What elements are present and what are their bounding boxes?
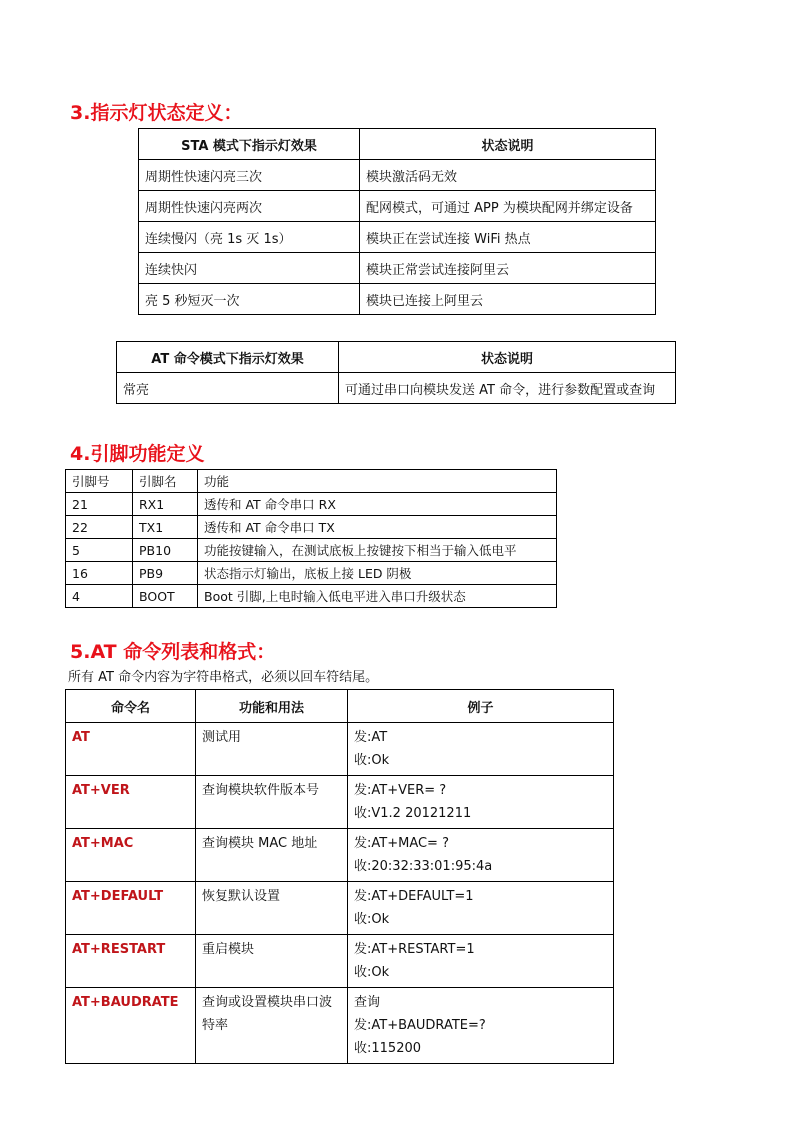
table-cell: 4 bbox=[66, 585, 133, 608]
table-header-cell: 状态说明 bbox=[339, 342, 676, 373]
table-cell: 功能按键输入，在测试底板上按键按下相当于输入低电平 bbox=[198, 539, 557, 562]
example-line: 收:Ok bbox=[354, 912, 390, 927]
command-usage: 重启模块 bbox=[196, 935, 348, 988]
example-line: 收:Ok bbox=[354, 753, 390, 768]
table-row bbox=[66, 882, 614, 935]
table-row bbox=[66, 539, 557, 562]
table-row bbox=[66, 723, 614, 776]
table-cell: 模块激活码无效 bbox=[360, 160, 656, 191]
table-cell: 16 bbox=[66, 562, 133, 585]
command-name: AT+DEFAULT bbox=[66, 882, 196, 935]
command-name: AT+VER bbox=[66, 776, 196, 829]
table-cell: 21 bbox=[66, 493, 133, 516]
command-usage: 查询或设置模块串口波特率 bbox=[196, 988, 348, 1064]
table-header-cell: 命令名 bbox=[66, 690, 196, 723]
at-mode-indicator-table bbox=[116, 341, 676, 404]
example-line: 发:AT+MAC= ? bbox=[354, 836, 449, 851]
section5-heading: 5.AT 命令列表和格式： bbox=[70, 641, 276, 663]
example-line: 发:AT+VER= ? bbox=[354, 783, 447, 798]
example-line: 发:AT+BAUDRATE=? bbox=[354, 1018, 486, 1033]
command-name: AT+RESTART bbox=[66, 935, 196, 988]
command-example bbox=[348, 829, 614, 882]
command-example bbox=[348, 776, 614, 829]
section3-heading: 3.指示灯状态定义： bbox=[70, 102, 243, 124]
table-cell: 模块正常尝试连接阿里云 bbox=[360, 253, 656, 284]
command-usage: 查询模块 MAC 地址 bbox=[196, 829, 348, 882]
table-row bbox=[66, 829, 614, 882]
table-header-row bbox=[66, 690, 614, 723]
table-row bbox=[66, 562, 557, 585]
table-cell: PB9 bbox=[133, 562, 198, 585]
command-name: AT+MAC bbox=[66, 829, 196, 882]
command-name: AT bbox=[66, 723, 196, 776]
table-row bbox=[117, 373, 676, 404]
table-row bbox=[66, 585, 557, 608]
table-cell: 状态指示灯输出，底板上接 LED 阴极 bbox=[198, 562, 557, 585]
table-cell: 22 bbox=[66, 516, 133, 539]
table-cell: 常亮 bbox=[117, 373, 339, 404]
table-row bbox=[66, 516, 557, 539]
example-line: 查询 bbox=[354, 995, 381, 1010]
table-row bbox=[66, 493, 557, 516]
table-row bbox=[66, 776, 614, 829]
table-cell: 模块正在尝试连接 WiFi 热点 bbox=[360, 222, 656, 253]
example-line: 收:20:32:33:01:95:4a bbox=[354, 859, 493, 874]
command-example bbox=[348, 935, 614, 988]
table-cell: 可通过串口向模块发送 AT 命令，进行参数配置或查询 bbox=[339, 373, 676, 404]
table-row bbox=[139, 253, 656, 284]
at-intro-text: 所有 AT 命令内容为字符串格式，必须以回车符结尾。 bbox=[68, 670, 379, 685]
table-row bbox=[139, 222, 656, 253]
table-row bbox=[66, 988, 614, 1064]
table-header-cell: STA 模式下指示灯效果 bbox=[139, 129, 360, 160]
table-cell: 连续快闪 bbox=[139, 253, 360, 284]
table-cell: PB10 bbox=[133, 539, 198, 562]
table-cell: 周期性快速闪亮三次 bbox=[139, 160, 360, 191]
table-header-row bbox=[117, 342, 676, 373]
table-cell: 连续慢闪（亮 1s 灭 1s） bbox=[139, 222, 360, 253]
command-name: AT+BAUDRATE bbox=[66, 988, 196, 1064]
command-example bbox=[348, 882, 614, 935]
at-command-table bbox=[65, 689, 614, 1064]
table-cell: 配网模式，可通过 APP 为模块配网并绑定设备 bbox=[360, 191, 656, 222]
table-header-row bbox=[66, 470, 557, 493]
table-header-cell: 引脚号 bbox=[66, 470, 133, 493]
section4-heading: 4.引脚功能定义 bbox=[70, 443, 205, 465]
table-header-cell: 引脚名 bbox=[133, 470, 198, 493]
table-header-cell: 状态说明 bbox=[360, 129, 656, 160]
table-cell: 透传和 AT 命令串口 RX bbox=[198, 493, 557, 516]
command-usage: 查询模块软件版本号 bbox=[196, 776, 348, 829]
table-row bbox=[139, 191, 656, 222]
sta-indicator-table bbox=[138, 128, 656, 315]
command-example bbox=[348, 988, 614, 1064]
table-header-row bbox=[139, 129, 656, 160]
table-header-cell: AT 命令模式下指示灯效果 bbox=[117, 342, 339, 373]
example-line: 发:AT bbox=[354, 730, 388, 745]
table-cell: Boot 引脚,上电时输入低电平进入串口升级状态 bbox=[198, 585, 557, 608]
example-line: 收:V1.2 20121211 bbox=[354, 806, 472, 821]
table-header-cell: 功能和用法 bbox=[196, 690, 348, 723]
command-usage: 测试用 bbox=[196, 723, 348, 776]
table-cell: 亮 5 秒短灭一次 bbox=[139, 284, 360, 315]
table-cell: 模块已连接上阿里云 bbox=[360, 284, 656, 315]
table-row bbox=[66, 935, 614, 988]
table-cell: TX1 bbox=[133, 516, 198, 539]
example-line: 发:AT+DEFAULT=1 bbox=[354, 889, 474, 904]
example-line: 发:AT+RESTART=1 bbox=[354, 942, 475, 957]
table-header-cell: 例子 bbox=[348, 690, 614, 723]
table-header-cell: 功能 bbox=[198, 470, 557, 493]
table-row bbox=[139, 284, 656, 315]
command-usage: 恢复默认设置 bbox=[196, 882, 348, 935]
table-cell: 5 bbox=[66, 539, 133, 562]
example-line: 收:Ok bbox=[354, 965, 390, 980]
command-example bbox=[348, 723, 614, 776]
table-cell: BOOT bbox=[133, 585, 198, 608]
pin-definition-table bbox=[65, 469, 557, 608]
table-cell: 透传和 AT 命令串口 TX bbox=[198, 516, 557, 539]
table-cell: 周期性快速闪亮两次 bbox=[139, 191, 360, 222]
table-cell: RX1 bbox=[133, 493, 198, 516]
example-line: 收:115200 bbox=[354, 1041, 422, 1056]
table-row bbox=[139, 160, 656, 191]
